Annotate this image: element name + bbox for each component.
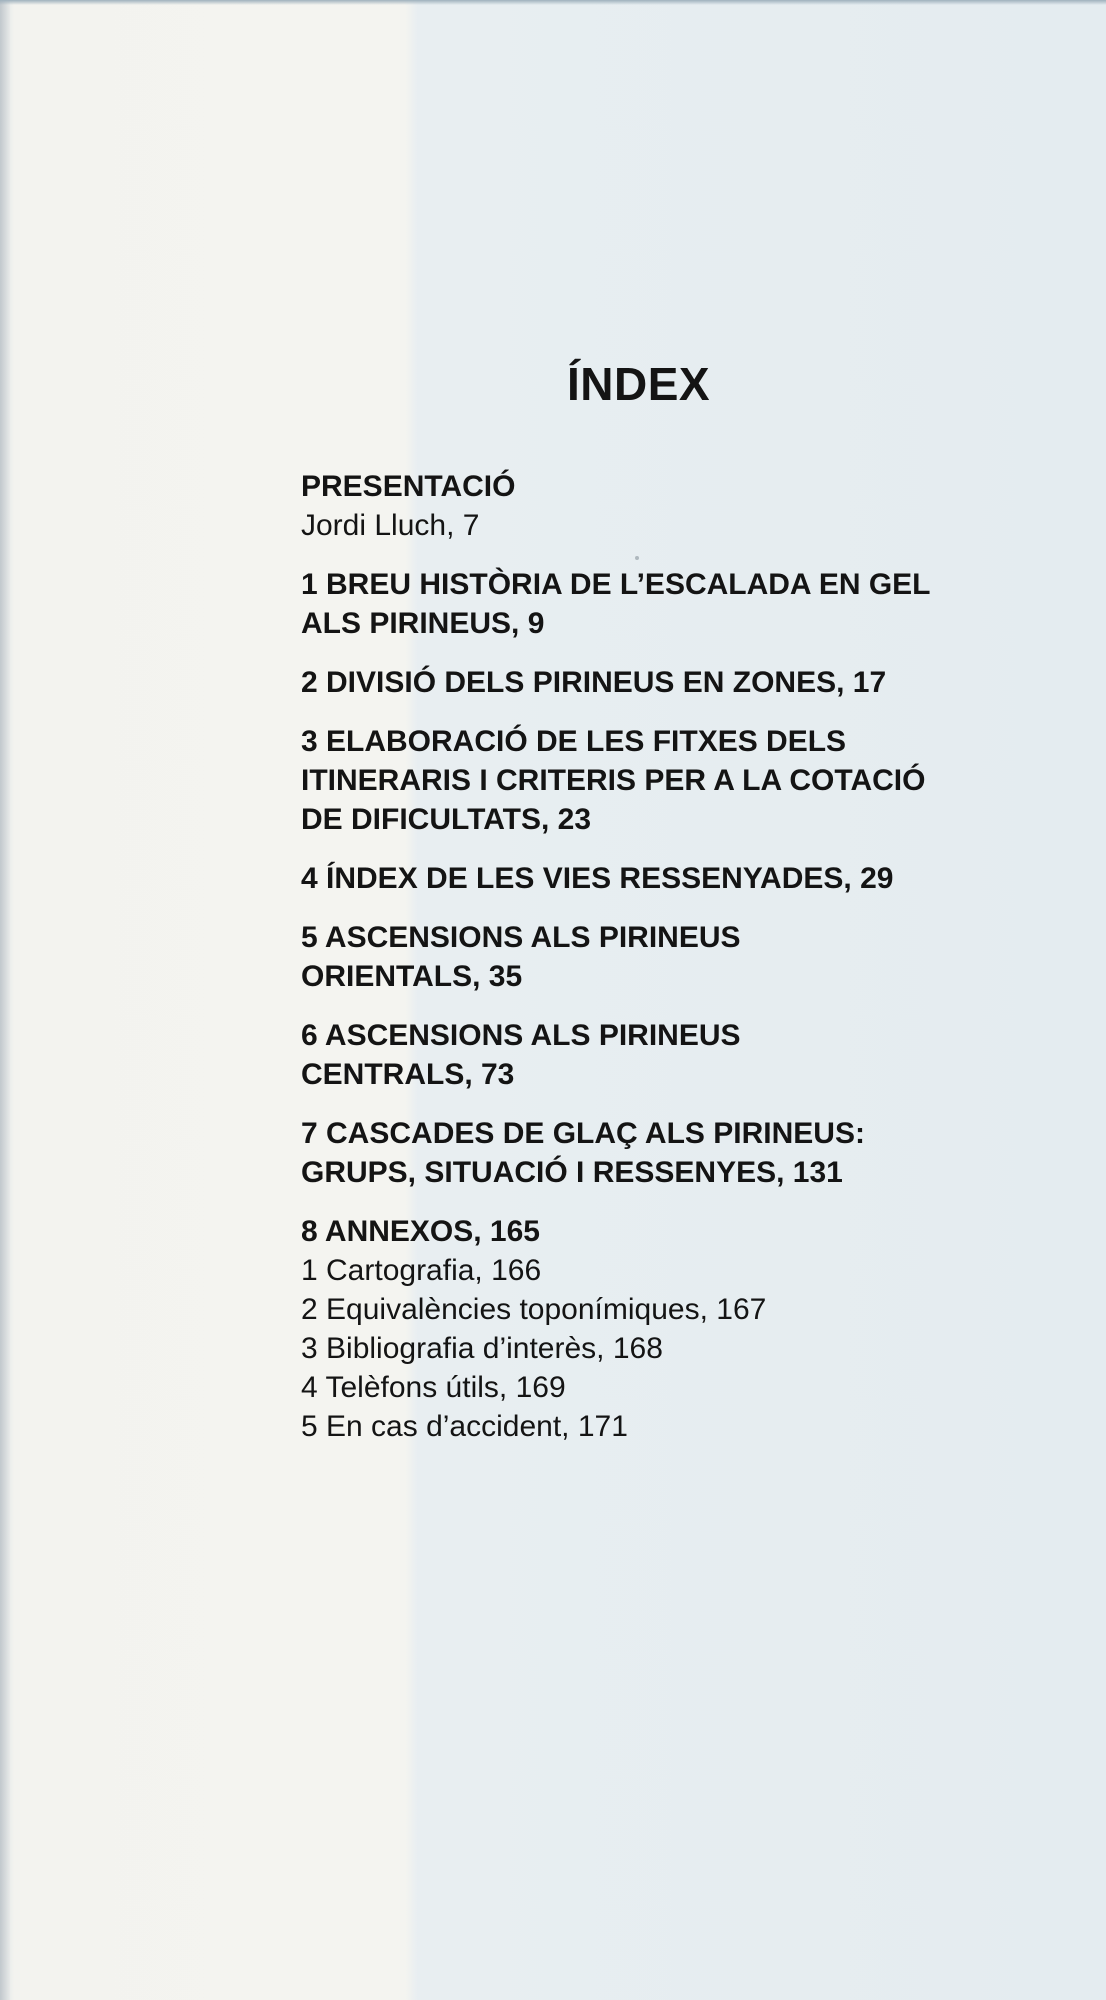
page-top-edge [0,0,1106,5]
section-3-line-2: ITINERARIS I CRITERIS PER A LA COTACIÓ [301,764,926,797]
paper-speck [635,556,639,560]
page-title: ÍNDEX [567,358,711,410]
annex-item-toponymic-equivalences: 2 Equivalències toponímiques, 167 [301,1293,767,1326]
annex-item-cartography: 1 Cartografia, 166 [301,1254,542,1287]
section-7-line-1: 7 CASCADES DE GLAÇ ALS PIRINEUS: [301,1117,865,1150]
annex-item-phones: 4 Telèfons útils, 169 [301,1371,566,1404]
section-7-line-2: GRUPS, SITUACIÓ I RESSENYES, 131 [301,1156,843,1189]
presentation-author: Jordi Lluch, 7 [301,509,480,542]
presentation-heading: PRESENTACIÓ [301,470,516,503]
section-5-line-1: 5 ASCENSIONS ALS PIRINEUS [301,921,741,954]
section-3-line-1: 3 ELABORACIÓ DE LES FITXES DELS [301,725,847,758]
section-2-line-1: 2 DIVISIÓ DELS PIRINEUS EN ZONES, 17 [301,666,887,699]
annexes-heading: 8 ANNEXOS, 165 [301,1215,540,1248]
page-left-edge [0,0,10,2000]
section-1-line-2: ALS PIRINEUS, 9 [301,607,545,640]
section-4-line-1: 4 ÍNDEX DE LES VIES RESSENYADES, 29 [301,862,894,895]
section-1-line-1: 1 BREU HISTÒRIA DE L’ESCALADA EN GEL [301,568,931,601]
annex-item-bibliography: 3 Bibliografia d’interès, 168 [301,1332,663,1365]
section-6-line-1: 6 ASCENSIONS ALS PIRINEUS [301,1019,741,1052]
annex-item-accident: 5 En cas d’accident, 171 [301,1410,628,1443]
section-6-line-2: CENTRALS, 73 [301,1058,515,1091]
section-3-line-3: DE DIFICULTATS, 23 [301,803,592,836]
section-5-line-2: ORIENTALS, 35 [301,960,523,993]
